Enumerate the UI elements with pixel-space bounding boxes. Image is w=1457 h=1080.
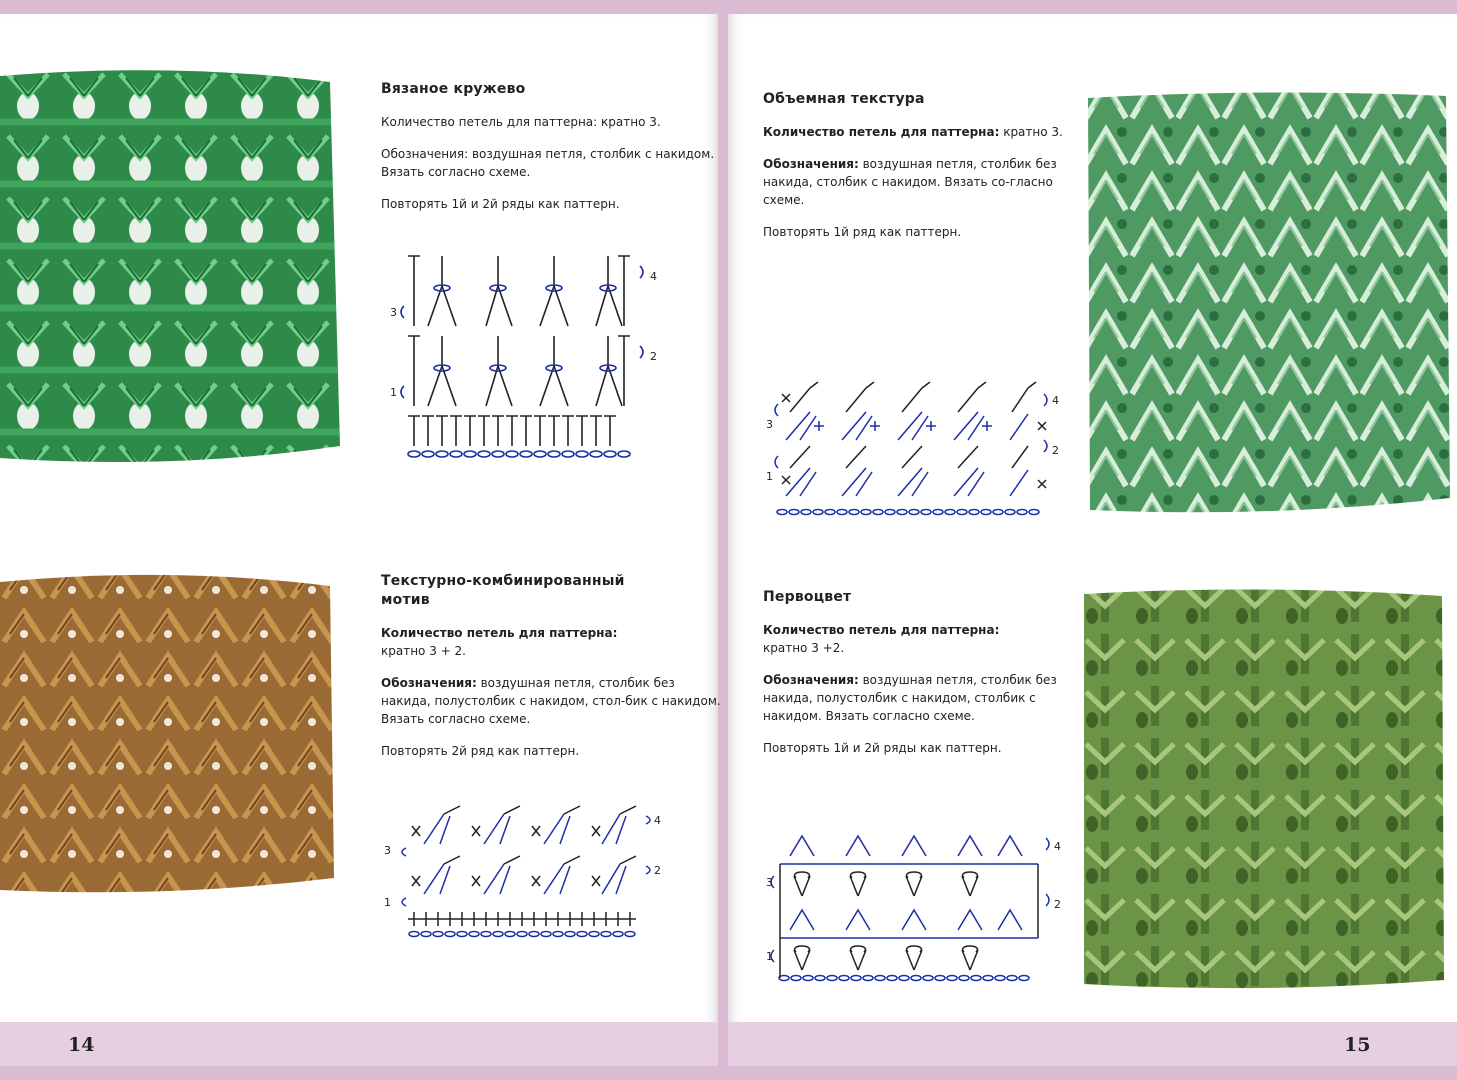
stitch-count: Количество петель для паттерна: кратно 3. (763, 125, 1063, 139)
row-label-3: 3 (390, 306, 397, 319)
row-label-1: 1 (384, 896, 391, 909)
row-label-3: 3 (384, 844, 391, 857)
pattern-section-volume-texture (763, 90, 1083, 255)
pattern-title-line1: Текстурно-комбинированный (381, 573, 625, 589)
row-label-1: 1 (766, 470, 773, 483)
repeat-instruction: Повторять 1й и 2й ряды как паттерн. (763, 741, 1002, 755)
row-label-4: 4 (1052, 394, 1059, 407)
pattern-section-textured-combined (381, 572, 721, 774)
pattern-title: Объемная текстура (763, 91, 925, 107)
repeat-instruction: Повторять 1й и 2й ряды как паттерн. (381, 197, 620, 211)
repeat-instruction: Повторять 1й ряд как паттерн. (763, 225, 962, 239)
crochet-diagram-volume-texture (766, 376, 1066, 528)
crochet-diagram-textured-combined (380, 794, 670, 948)
swatch-photo-brown (0, 560, 340, 900)
row-label-4: 4 (1054, 840, 1061, 853)
stitch-count: Количество петель для паттерна: кратно 3 +2. (763, 623, 1000, 655)
row-label-3: 3 (766, 418, 773, 431)
stitch-count: Количество петель для паттерна: кратно 3 + 2. (381, 626, 618, 658)
pattern-section-primrose (763, 588, 1083, 771)
row-label-2: 2 (654, 864, 661, 877)
right-page (728, 14, 1457, 1066)
swatch-photo-light-green (1084, 78, 1454, 522)
stitch-notation: Обозначения: воздушная петля, столбик без накида, полустолбик с накидом, стол-бик с накидом. Вязать согласно схеме. (381, 676, 721, 726)
chain-row (408, 451, 630, 457)
row-label-3: 3 (766, 876, 773, 889)
stitch-notation: Обозначения: воздушная петля, столбик с накидом. Вязать согласно схеме. (381, 147, 715, 179)
stitch-notation: Обозначения: воздушная петля, столбик без накида, полустолбик с накидом, столбик с накидом. Вязать согласно схеме. (763, 673, 1057, 723)
pattern-title: Первоцвет (763, 589, 852, 605)
repeat-instruction: Повторять 2й ряд как паттерн. (381, 744, 580, 758)
page-number-right: 15 (1344, 1034, 1371, 1056)
row-label-2: 2 (1054, 898, 1061, 911)
page-footer-band (0, 1022, 718, 1066)
swatch-photo-olive (1080, 576, 1450, 996)
row-label-1: 1 (390, 386, 397, 399)
crochet-diagram-lace (388, 246, 678, 470)
stitch-count: Количество петель для паттерна: кратно 3. (381, 115, 661, 129)
row-label-2: 2 (1052, 444, 1059, 457)
row-label-2: 2 (650, 350, 657, 363)
pattern-section-lace (381, 80, 721, 227)
left-page (0, 14, 721, 1066)
page-number-left: 14 (68, 1034, 95, 1056)
swatch-photo-green-lace (0, 66, 352, 468)
pattern-title-line2: мотив (381, 592, 430, 608)
pattern-title: Вязаное кружево (381, 81, 526, 97)
row-label-1: 1 (766, 950, 773, 963)
row-label-4: 4 (650, 270, 657, 283)
crochet-diagram-primrose (766, 820, 1066, 992)
stitch-notation: Обозначения: воздушная петля, столбик без накида, столбик с накидом. Вязать со-гласно схеме. (763, 157, 1057, 207)
row-label-4: 4 (654, 814, 661, 827)
